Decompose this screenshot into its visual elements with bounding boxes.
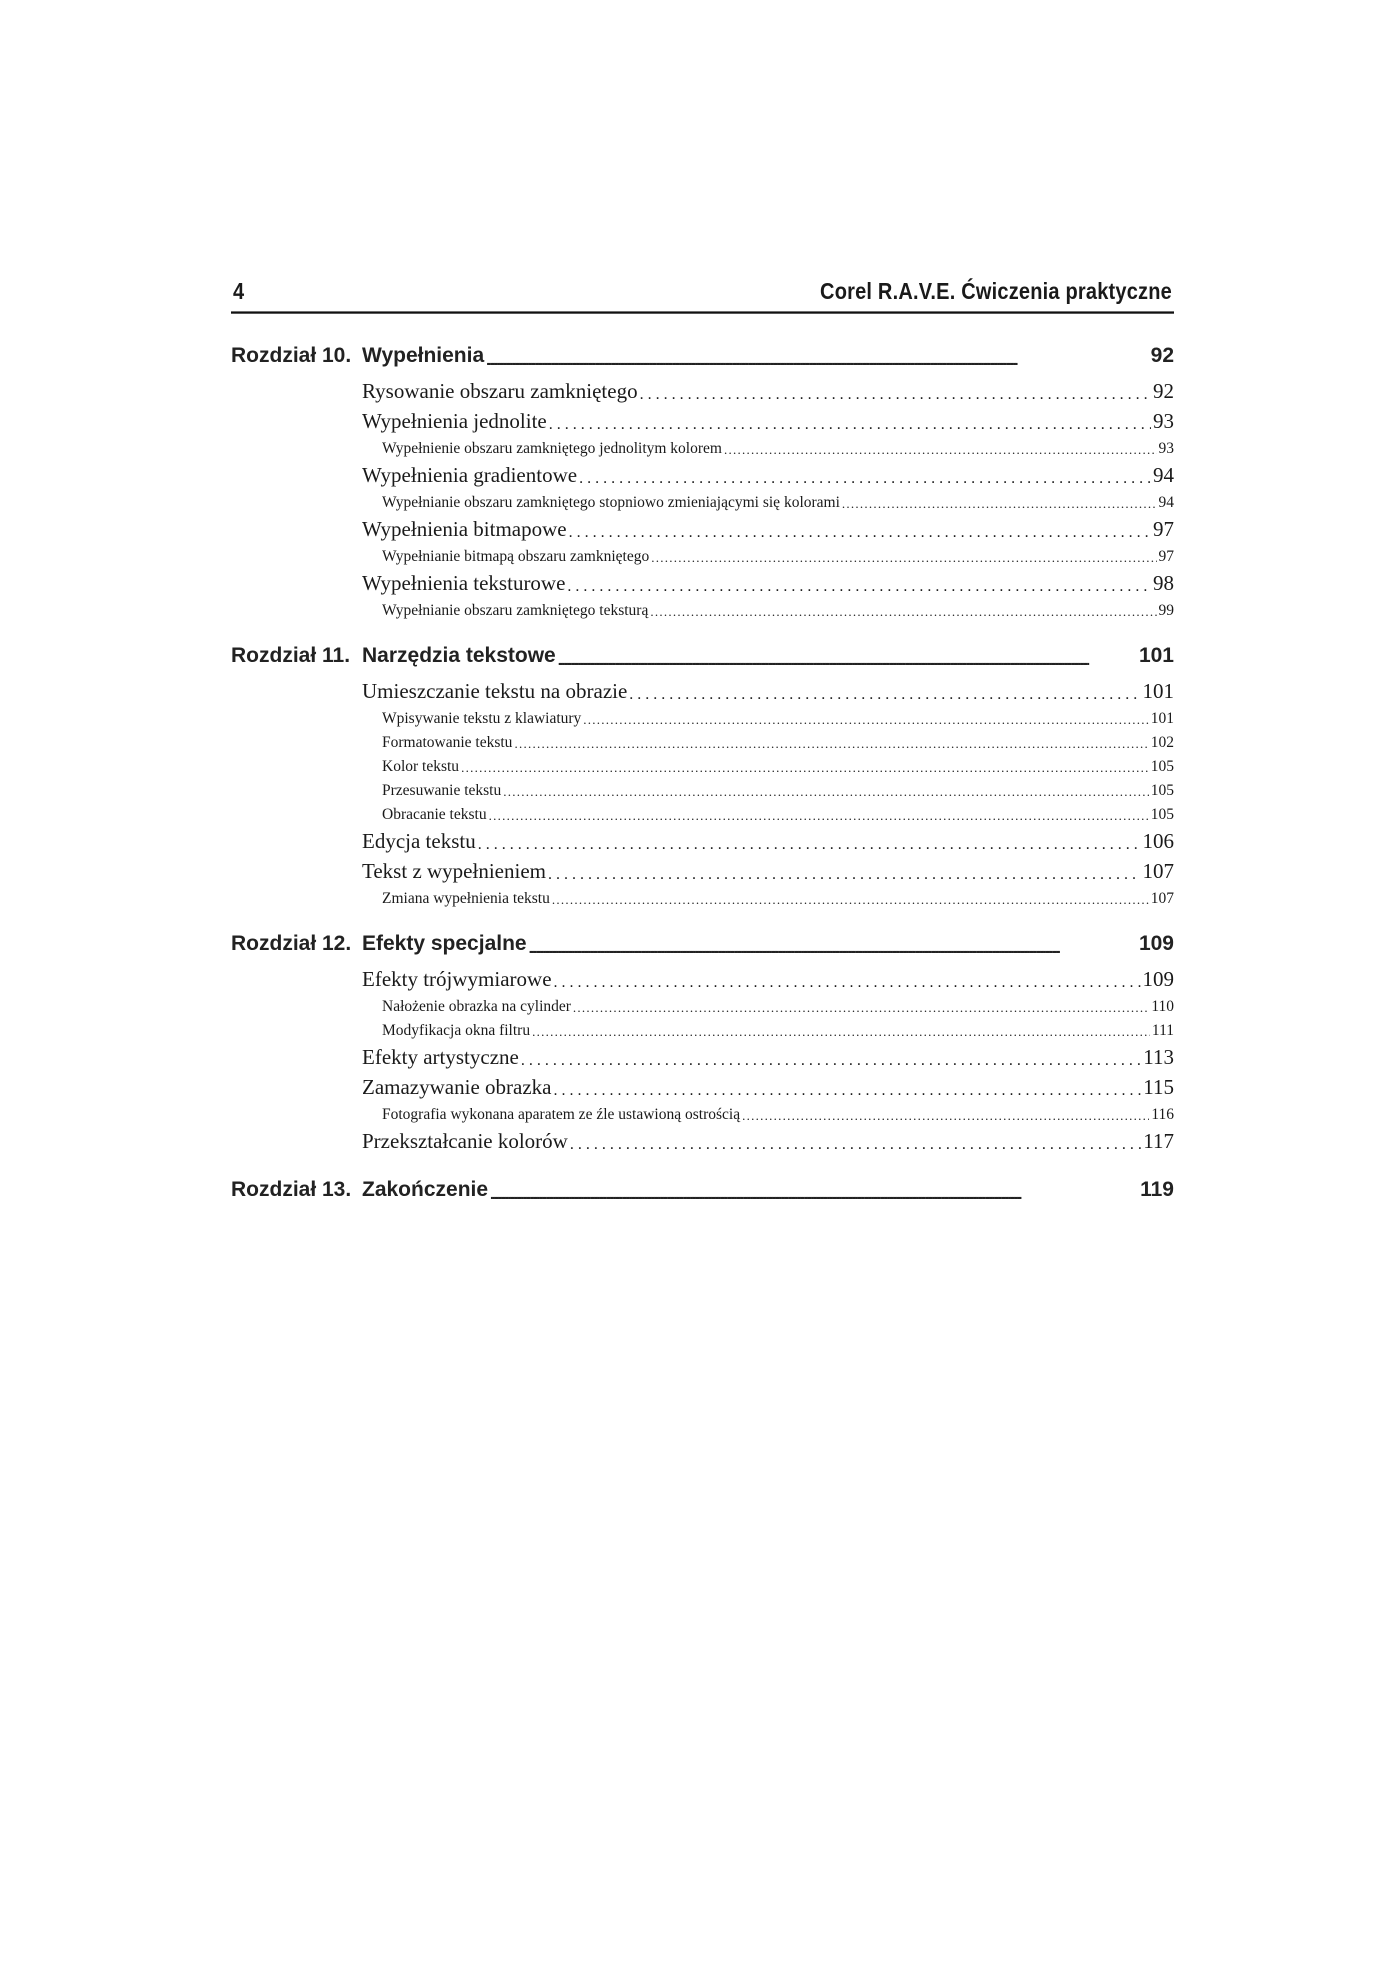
entry-page: 107 [1142,859,1174,883]
entry-page: 110 [1151,998,1174,1015]
toc-subsection[interactable] [382,704,1174,728]
toc-section[interactable] [362,458,1174,488]
toc-section[interactable] [362,374,1174,404]
entry-page: 102 [1150,734,1174,751]
toc-subsection[interactable] [382,1100,1174,1124]
entry-title: Nałożenie obrazka na cylinder [382,998,571,1015]
chapter-title: Efekty specjalne [362,932,527,955]
chapter-title: Zakończenie [362,1178,489,1201]
entry-title: Obracanie tekstu [382,806,487,823]
entry-title: Wypełnienia teksturowe [362,571,566,595]
entry-title: Wpisywanie tekstu z klawiatury [382,710,582,727]
toc-chapter[interactable] [231,1158,1174,1202]
toc-section[interactable] [362,1040,1174,1070]
entry-title: Wypełnienie obszaru zamkniętego jednolitym kolorem [382,440,722,457]
toc-section[interactable] [362,1124,1174,1154]
toc-subsection[interactable] [382,884,1174,908]
dot-leader [549,416,1151,434]
chapter-title: Narzędzia tekstowe [362,644,556,667]
toc-subsection[interactable] [382,488,1174,512]
toc-section[interactable] [362,512,1174,542]
toc-subsection[interactable] [382,728,1174,752]
entry-page: 105 [1150,758,1174,775]
toc-section[interactable] [362,1070,1174,1100]
chapter-page: 101 [1138,644,1174,667]
dot-leader [490,1186,1138,1202]
dot-leader [842,496,1157,512]
toc-subsection[interactable] [382,1016,1174,1040]
toc-chapter[interactable] [231,912,1174,956]
entry-title: Formatowanie tekstu [382,734,513,751]
entry-title: Przesuwanie tekstu [382,782,502,799]
entry-title: Wypełnienia gradientowe [362,463,578,487]
dot-leader [567,578,1151,596]
table-of-contents [231,324,1174,1208]
dot-leader [650,604,1156,620]
dot-leader [651,550,1156,566]
dot-leader [521,1052,1141,1070]
dot-leader [461,760,1149,776]
entry-page: 113 [1143,1045,1174,1069]
entry-title: Edycja tekstu [362,829,476,853]
entry-title: Rysowanie obszaru zamkniętego [362,379,638,403]
toc-subsection[interactable] [382,800,1174,824]
book-title: Corel R.A.V.E. Ćwiczenia praktyczne [820,279,1172,305]
dot-leader [532,1024,1150,1040]
dot-leader [552,892,1149,908]
chapter-title: Wypełnienia [362,344,485,367]
entry-page: 93 [1158,440,1174,457]
chapter-label: Rozdział 13. [231,1178,352,1201]
dot-leader [742,1108,1149,1124]
entry-title: Zamazywanie obrazka [362,1075,552,1099]
entry-page: 115 [1143,1075,1174,1099]
entry-title: Modyfikacja okna filtru [382,1022,531,1039]
entry-page: 98 [1153,571,1174,595]
entry-title: Zmiana wypełnienia tekstu [382,890,550,907]
entry-title: Wypełnianie bitmapą obszaru zamkniętego [382,548,650,565]
toc-chapter[interactable] [231,324,1174,368]
toc-section[interactable] [362,674,1174,704]
entry-title: Wypełnianie obszaru zamkniętego stopniowo zmieniającymi się kolorami [382,494,840,511]
toc-section[interactable] [362,566,1174,596]
dot-leader [503,784,1149,800]
dot-leader [573,1000,1149,1016]
entry-title: Przekształcanie kolorów [362,1129,568,1153]
toc-section[interactable] [362,404,1174,434]
chapter-page: 92 [1150,344,1174,367]
dot-leader [579,470,1151,488]
entry-page: 105 [1150,782,1174,799]
dot-leader [724,442,1157,458]
entry-title: Wypełnienia jednolite [362,409,547,433]
toc-subsection[interactable] [382,596,1174,620]
chapter-label: Rozdział 12. [231,932,352,955]
dot-leader [569,524,1151,542]
entry-page: 117 [1143,1129,1174,1153]
toc-subsection[interactable] [382,542,1174,566]
entry-page: 106 [1142,829,1174,853]
page-number: 4 [233,279,245,305]
entry-page: 97 [1158,548,1174,565]
entry-page: 111 [1151,1022,1174,1039]
dot-leader [478,836,1141,854]
entry-title: Wypełnienia bitmapowe [362,517,567,541]
entry-page: 116 [1151,1106,1174,1123]
chapter-label: Rozdział 11. [231,644,351,667]
toc-section[interactable] [362,824,1174,854]
page-header [231,270,1174,314]
dot-leader [554,974,1141,992]
entry-page: 101 [1150,710,1174,727]
entry-title: Efekty trójwymiarowe [362,967,552,991]
dot-leader [548,866,1141,884]
toc-subsection[interactable] [382,434,1174,458]
dot-leader [486,352,1148,368]
entry-title: Umieszczanie tekstu na obrazie [362,679,628,703]
entry-title: Kolor tekstu [382,758,460,775]
toc-section[interactable] [362,854,1174,884]
toc-subsection[interactable] [382,992,1174,1016]
entry-page: 97 [1153,517,1174,541]
toc-section[interactable] [362,962,1174,992]
dot-leader [553,1082,1141,1100]
entry-page: 93 [1153,409,1174,433]
dot-leader [558,652,1137,668]
entry-title: Efekty artystyczne [362,1045,519,1069]
dot-leader [640,386,1151,404]
chapter-page: 109 [1138,932,1174,955]
dot-leader [583,712,1148,728]
dot-leader [514,736,1148,752]
chapter-page: 119 [1140,1178,1174,1201]
entry-page: 92 [1153,379,1174,403]
dot-leader [570,1136,1141,1154]
toc-chapter[interactable] [231,624,1174,668]
entry-page: 105 [1150,806,1174,823]
dot-leader [489,808,1149,824]
chapter-label: Rozdział 10. [231,344,352,367]
dot-leader [529,940,1137,956]
entry-title: Wypełnianie obszaru zamkniętego teksturą [382,602,649,619]
entry-page: 109 [1142,967,1174,991]
entry-page: 94 [1153,463,1174,487]
toc-subsection[interactable] [382,752,1174,776]
dot-leader [629,686,1140,704]
toc-subsection[interactable] [382,776,1174,800]
entry-title: Tekst z wypełnieniem [362,859,546,883]
entry-page: 94 [1158,494,1174,511]
entry-page: 99 [1158,602,1174,619]
entry-page: 101 [1142,679,1174,703]
entry-page: 107 [1150,890,1174,907]
entry-title: Fotografia wykonana aparatem ze źle ustawioną ostrością [382,1106,741,1123]
